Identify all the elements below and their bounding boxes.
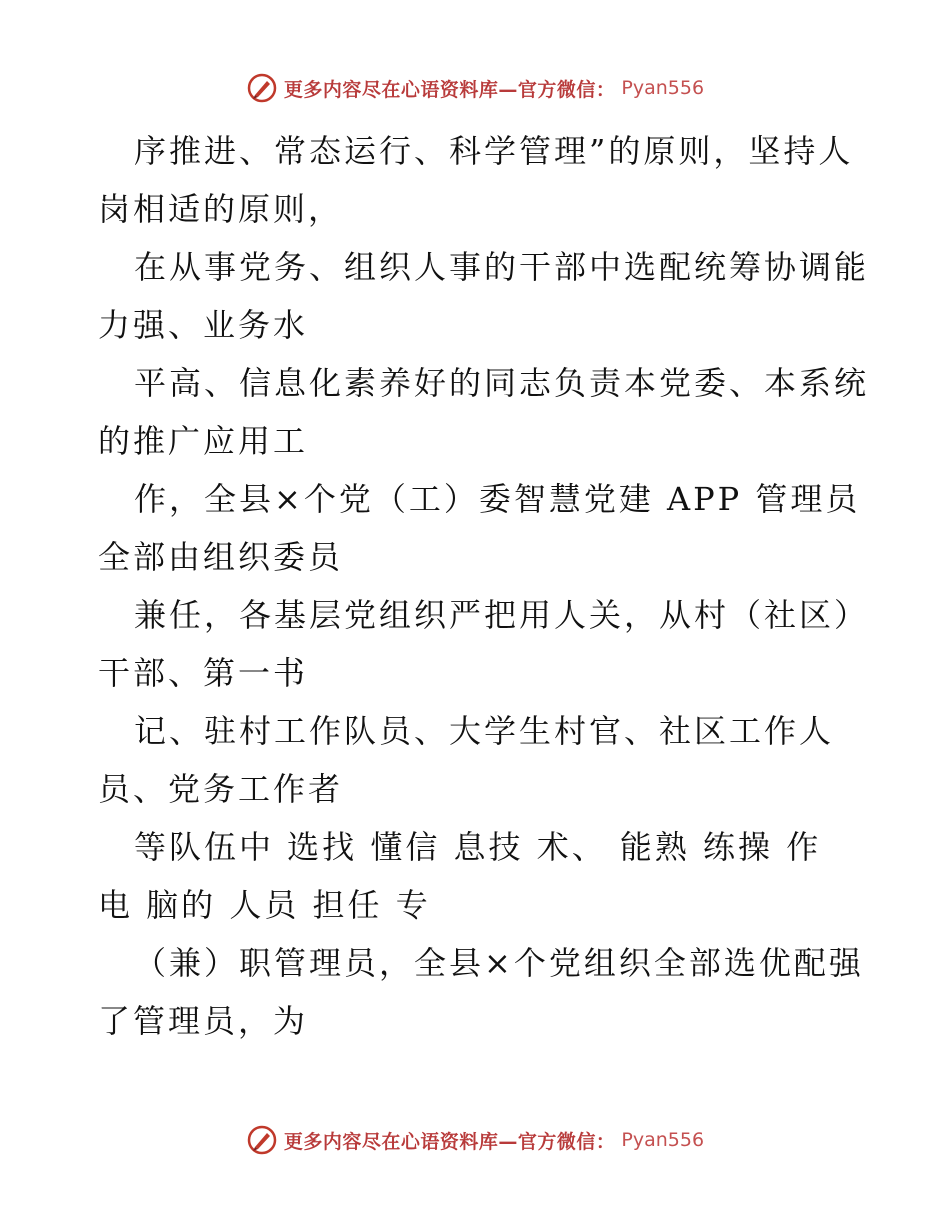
- paragraph-line: 记、驻村工作队员、大学生村官、社区工作人: [134, 712, 835, 750]
- paragraph-line: 电 脑的 人员 担任 专: [98, 886, 431, 924]
- paragraph-line: 等队伍中 选找 懂信 息技 术、 能熟 练操 作: [134, 828, 822, 866]
- watermark-text: 更多内容尽在心语资料库—官方微信：: [283, 1130, 616, 1153]
- paragraph: [98, 122, 858, 238]
- paragraph-line: 的推广应用工: [98, 422, 309, 460]
- paragraph: [98, 818, 858, 934]
- paragraph-line: 在从事党务、组织人事的干部中选配统筹协调能: [134, 248, 870, 286]
- paragraph-line: 兼任，各基层党组织严把用人关，从村（社区）: [134, 596, 870, 634]
- footer-watermark: [0, 1124, 950, 1156]
- paragraph: [98, 586, 870, 702]
- paragraph-line: 力强、业务水: [98, 306, 309, 344]
- paragraph: [98, 702, 858, 818]
- paragraph-line: （兼）职管理员，全县×个党组织全部选优配强: [134, 944, 864, 982]
- paragraph: [98, 470, 861, 586]
- paragraph-line: 全部由组织委员: [98, 538, 344, 576]
- paragraph-line: 序推进、常态运行、科学管理”的原则，坚持人: [134, 132, 854, 170]
- header-watermark: [0, 72, 950, 104]
- document-body: [98, 122, 870, 1050]
- paragraph: [98, 238, 870, 354]
- paragraph: [98, 354, 870, 470]
- paragraph-line: 了管理员，为: [98, 1002, 309, 1040]
- watermark-handle: Pyan556: [621, 77, 705, 99]
- pen-logo-icon: [246, 72, 278, 104]
- paragraph-line: 平高、信息化素养好的同志负责本党委、本系统: [134, 364, 870, 402]
- paragraph: [98, 934, 864, 1050]
- paragraph-line: 岗相适的原则，: [98, 190, 344, 228]
- paragraph-line: 作，全县×个党（工）委智慧党建 APP 管理员: [134, 480, 861, 518]
- pen-logo-icon: [246, 1124, 278, 1156]
- watermark-text: 更多内容尽在心语资料库—官方微信：: [283, 78, 616, 101]
- paragraph-line: 员、党务工作者: [98, 770, 344, 808]
- watermark-handle: Pyan556: [621, 1129, 705, 1151]
- paragraph-line: 干部、第一书: [98, 654, 309, 692]
